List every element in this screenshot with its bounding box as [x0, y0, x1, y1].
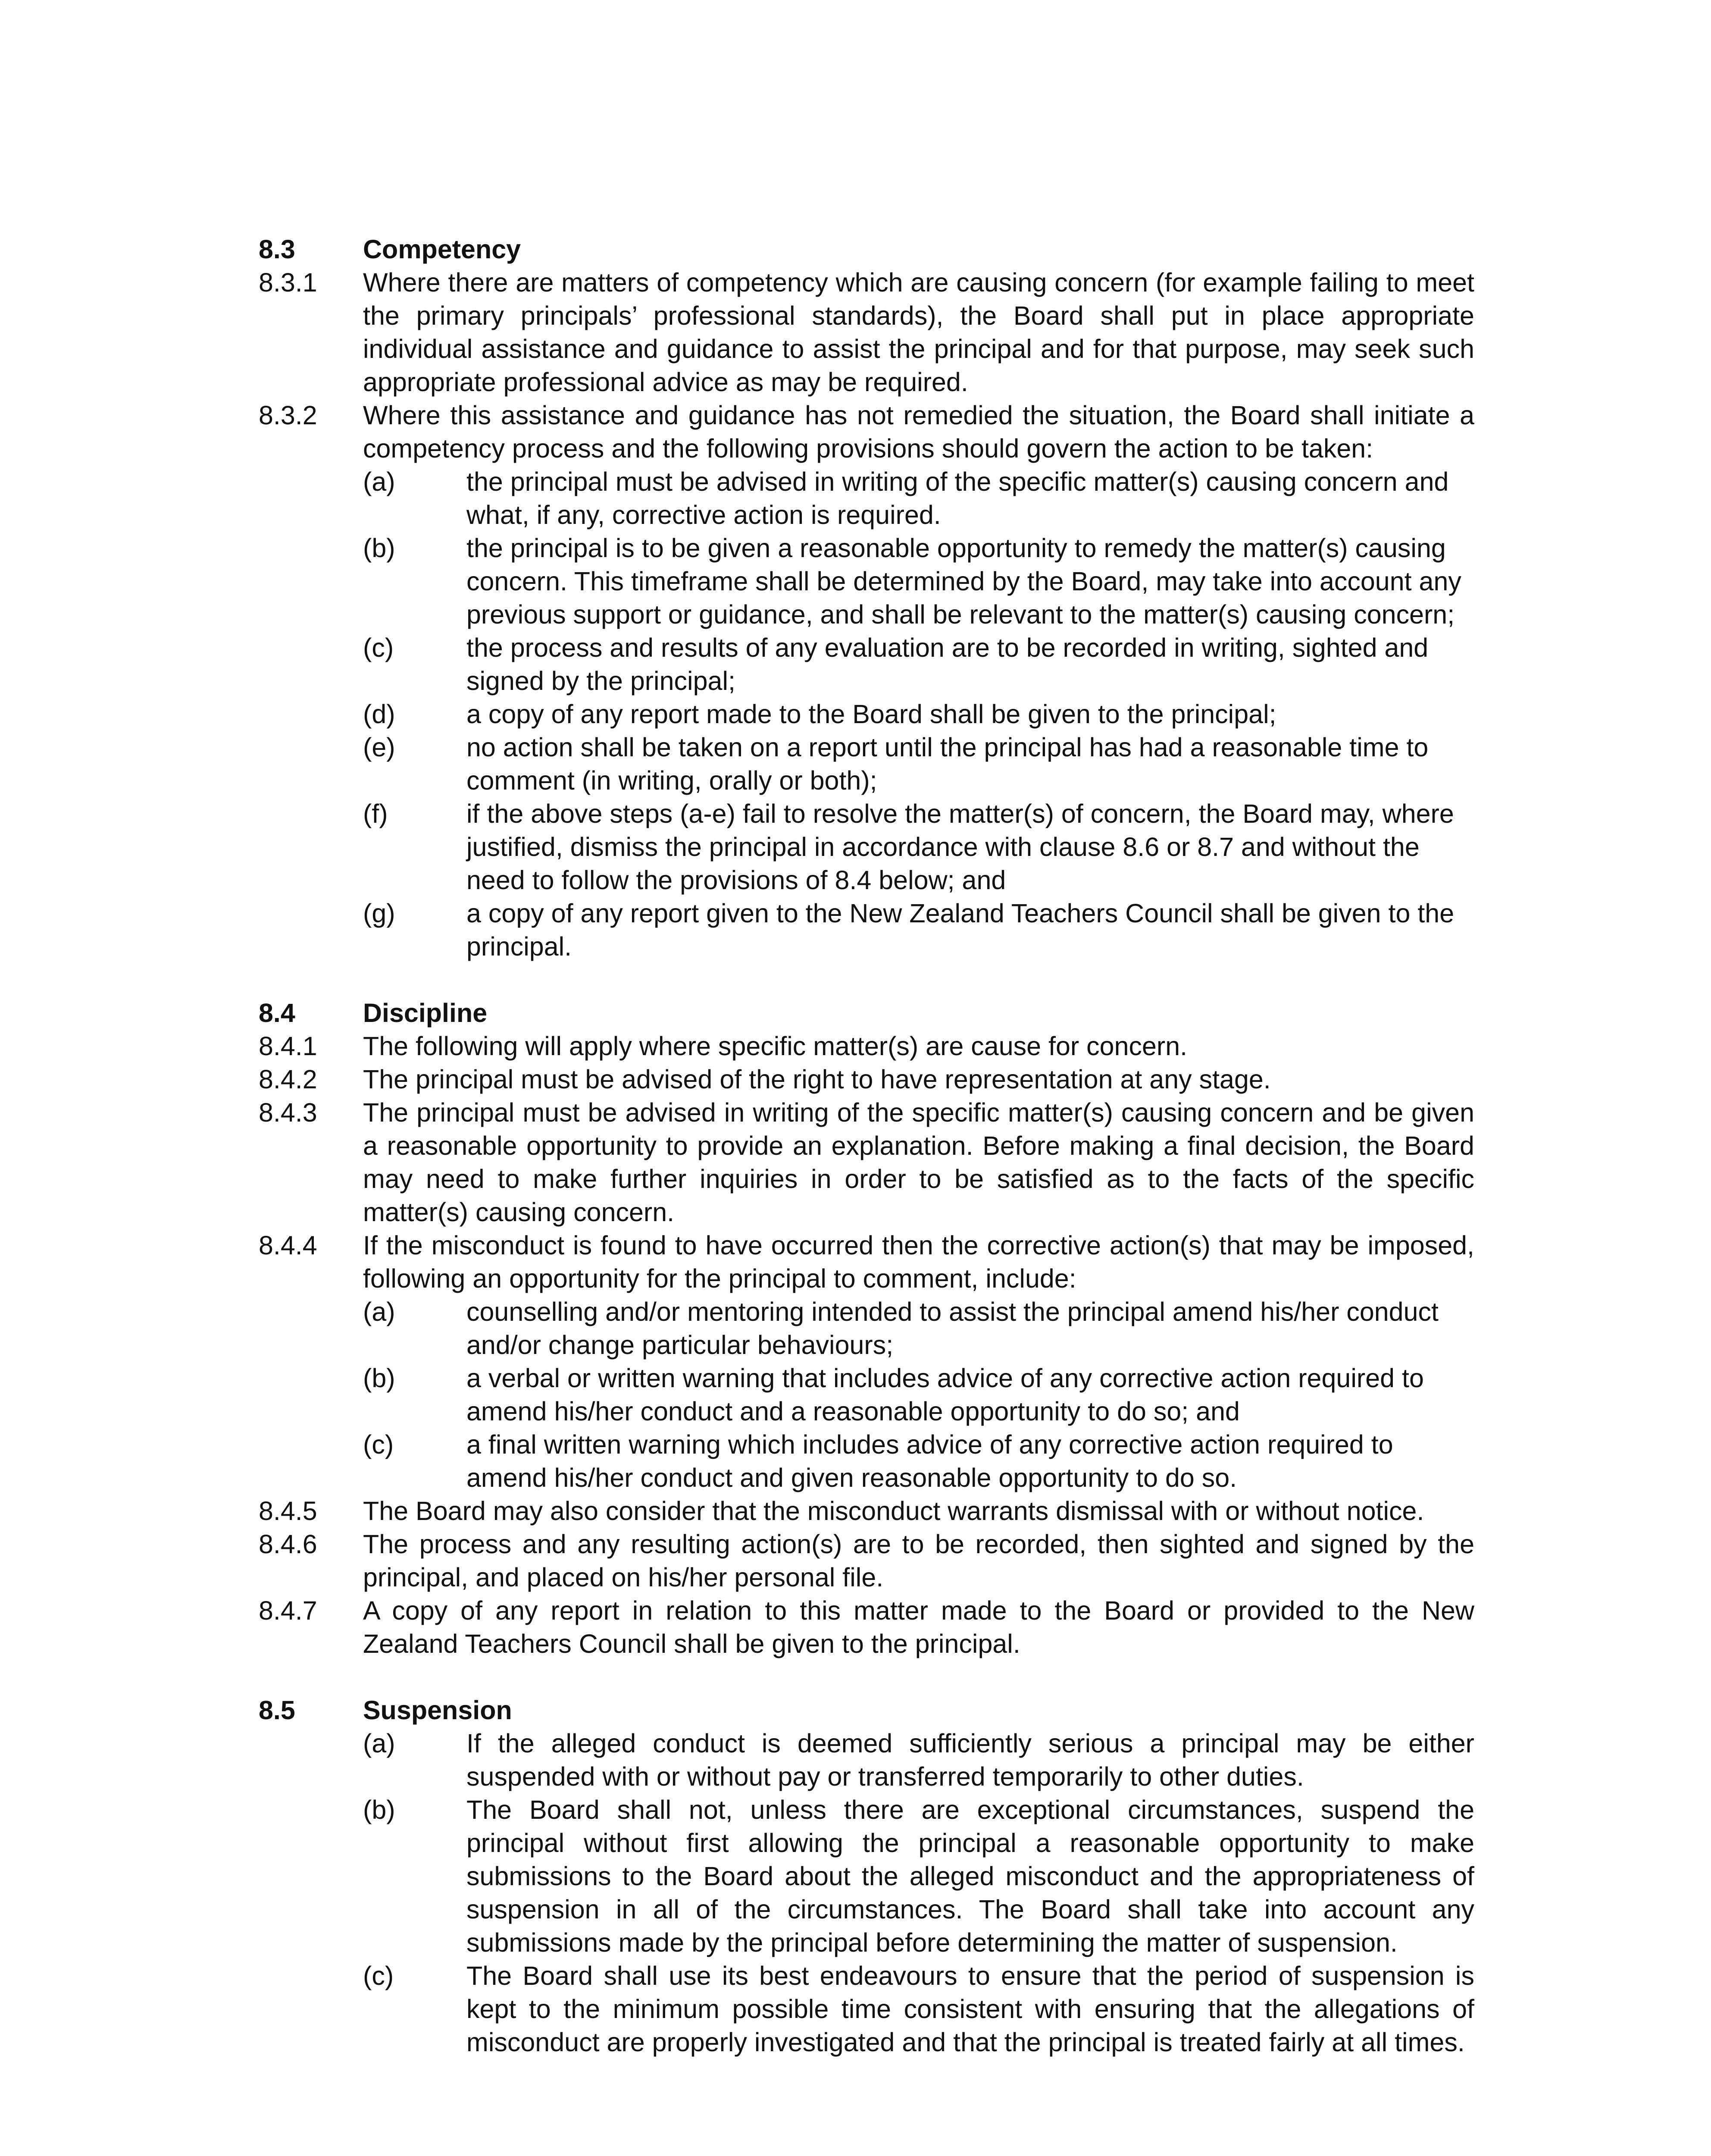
list-item: [363, 698, 1474, 731]
list-item: [363, 1428, 1474, 1495]
section-heading: [259, 1694, 1474, 1727]
sub-item-list: [363, 1727, 1474, 2059]
item-text: a verbal or written warning that includes advice of any corrective action required to amend his/her conduct and a reasonable opportunity to do so; and: [466, 1363, 1424, 1426]
section-heading: [259, 233, 1474, 266]
item-text: a copy of any report given to the New Zealand Teachers Council shall be given to the principal.: [466, 899, 1455, 961]
item-text: the process and results of any evaluation are to be recorded in writing, sighted and signed by the principal;: [466, 633, 1429, 696]
item-label: (a): [363, 1297, 395, 1326]
clause-text: Where there are matters of competency which are causing concern (for example failing to meet the primary principals’ professional standards), the Board shall put in place appropriate individual assistance and guidance to assist the principal and for that purpose, may seek such appropriate professional advice as may be required.: [363, 268, 1474, 397]
section-8-4: [259, 997, 1474, 1661]
section-8-5: [259, 1694, 1474, 2059]
clause-text: The Board may also consider that the misconduct warrants dismissal with or without notice.: [363, 1496, 1424, 1526]
section-8-3: [259, 233, 1474, 963]
clause-text: The principal must be advised of the right to have representation at any stage.: [363, 1065, 1271, 1094]
item-label: (d): [363, 699, 395, 729]
section-title: Suspension: [363, 1695, 512, 1725]
clause-8-4-5: [259, 1495, 1474, 1528]
item-text: a final written warning which includes advice of any corrective action required to amend his/her conduct and given reasonable opportunity to do so.: [466, 1430, 1393, 1492]
section-heading: [259, 997, 1474, 1030]
clause-text: A copy of any report in relation to this matter made to the Board or provided to the New Zealand Teachers Council shall be given to the principal.: [363, 1596, 1474, 1658]
clause-text: The principal must be advised in writing of the specific matter(s) causing concern and be given a reasonable opportunity to provide an explanation. Before making a final decision, the Board may need to make further inquiries in order to be satisfied as to the facts of the specific matter(s) causing concern.: [363, 1098, 1474, 1227]
item-label: (c): [363, 1430, 394, 1459]
clause-number: 8.4.2: [259, 1065, 317, 1094]
list-item: [363, 1793, 1474, 1959]
item-label: (b): [363, 533, 395, 563]
item-label: (b): [363, 1363, 395, 1393]
item-text: no action shall be taken on a report until the principal has had a reasonable time to comment (in writing, orally or both);: [466, 733, 1429, 795]
section-title: Competency: [363, 235, 521, 264]
list-item: [363, 731, 1474, 797]
document-body: [259, 233, 1474, 2092]
clause-text: Where this assistance and guidance has not remedied the situation, the Board shall initiate a competency process and the following provisions should govern the action to be taken:: [363, 401, 1474, 463]
clause-8-4-1: [259, 1030, 1474, 1063]
section-number: 8.5: [259, 1695, 295, 1725]
clause-8-3-2: [259, 399, 1474, 465]
item-label: (a): [363, 467, 395, 496]
list-item: [363, 1959, 1474, 2059]
clause-text: The process and any resulting action(s) are to be recorded, then sighted and signed by the principal, and placed on his/her personal file.: [363, 1529, 1474, 1592]
clause-number: 8.4.3: [259, 1098, 317, 1127]
section-title: Discipline: [363, 998, 488, 1028]
item-label: (c): [363, 633, 394, 662]
item-label: (c): [363, 1961, 394, 1990]
item-label: (e): [363, 733, 395, 762]
list-item: [363, 897, 1474, 963]
item-text: If the alleged conduct is deemed sufficiently serious a principal may be either suspended with or without pay or transferred temporarily to other duties.: [466, 1729, 1474, 1791]
clause-8-4-3: [259, 1096, 1474, 1229]
list-item: [363, 1362, 1474, 1428]
clause-8-4-7: [259, 1594, 1474, 1661]
item-text: The Board shall not, unless there are exceptional circumstances, suspend the principal without first allowing the principal a reasonable opportunity to make submissions to the Board about the alleged misconduct and the appropriateness of suspension in all of the circumstances. The Board shall take into account any submissions made by the principal before determining the matter of suspension.: [466, 1795, 1474, 1957]
list-item: [363, 631, 1474, 698]
item-text: The Board shall use its best endeavours to ensure that the period of suspension is kept to the minimum possible time consistent with ensuring that the allegations of misconduct are properly investigated and that the principal is treated fairly at all times.: [466, 1961, 1474, 2057]
clause-8-3-1: [259, 266, 1474, 399]
list-item: [363, 532, 1474, 631]
list-item: [363, 1727, 1474, 1793]
item-text: if the above steps (a-e) fail to resolve the matter(s) of concern, the Board may, where justified, dismiss the principal in accordance with clause 8.6 or 8.7 and without the need to follow the provisions of 8.4 below; and: [466, 799, 1454, 895]
clause-number: 8.3.1: [259, 268, 317, 297]
sub-item-list: [363, 465, 1474, 963]
item-text: the principal must be advised in writing of the specific matter(s) causing concern and what, if any, corrective action is required.: [466, 467, 1449, 530]
clause-number: 8.4.5: [259, 1496, 317, 1526]
clause-text: The following will apply where specific matter(s) are cause for concern.: [363, 1031, 1188, 1061]
list-item: [363, 465, 1474, 532]
clause-text: If the misconduct is found to have occurred then the corrective action(s) that may be imposed, following an opportunity for the principal to comment, include:: [363, 1231, 1474, 1293]
clause-8-4-2: [259, 1063, 1474, 1096]
list-item: [363, 797, 1474, 897]
list-item: [363, 1295, 1474, 1362]
clause-number: 8.4.7: [259, 1596, 317, 1625]
sub-item-list: [363, 1295, 1474, 1495]
section-number: 8.4: [259, 998, 295, 1028]
item-text: counselling and/or mentoring intended to assist the principal amend his/her conduct and/or change particular behaviours;: [466, 1297, 1439, 1360]
item-label: (g): [363, 899, 395, 928]
clause-8-4-6: [259, 1528, 1474, 1594]
clause-number: 8.4.6: [259, 1529, 317, 1559]
item-label: (a): [363, 1729, 395, 1758]
clause-8-4-4: [259, 1229, 1474, 1295]
item-label: (f): [363, 799, 388, 828]
section-number: 8.3: [259, 235, 295, 264]
item-text: the principal is to be given a reasonable opportunity to remedy the matter(s) causing concern. This timeframe shall be determined by the Board, may take into account any previous support or guidance, and shall be relevant to the matter(s) causing concern;: [466, 533, 1461, 629]
item-label: (b): [363, 1795, 395, 1824]
clause-number: 8.4.4: [259, 1231, 317, 1260]
clause-number: 8.3.2: [259, 401, 317, 430]
item-text: a copy of any report made to the Board shall be given to the principal;: [466, 699, 1276, 729]
clause-number: 8.4.1: [259, 1031, 317, 1061]
